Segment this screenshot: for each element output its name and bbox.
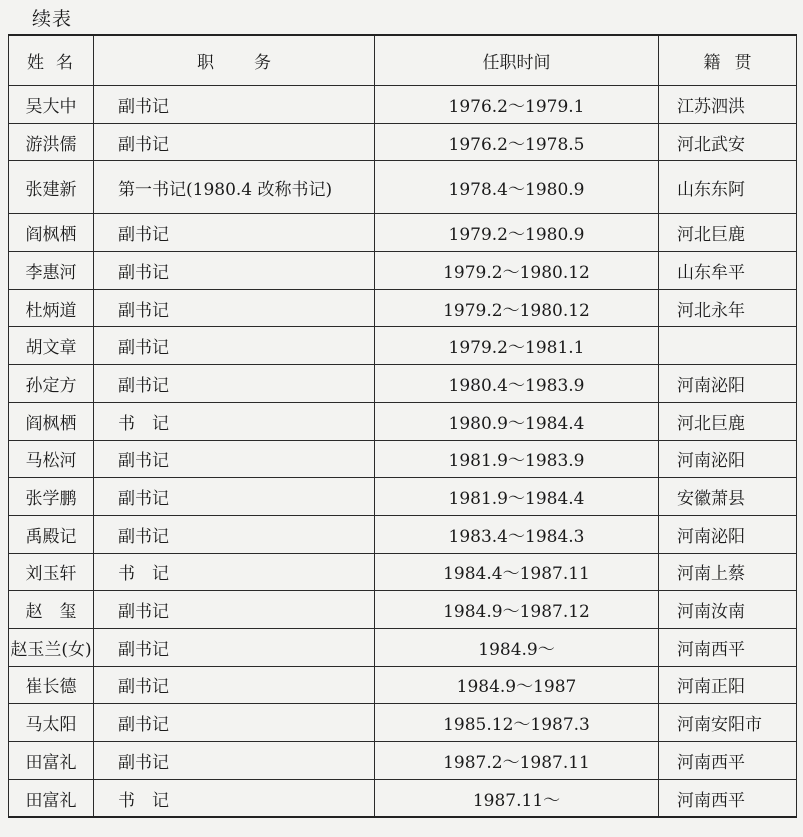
- cell-place: 河南泌阳: [659, 440, 797, 478]
- table-row: [9, 478, 797, 516]
- header-row: [9, 35, 797, 86]
- cell-name: 赵 玺: [9, 591, 94, 629]
- header-time: 任职时间: [375, 35, 659, 86]
- cell-post: 副书记: [94, 440, 375, 478]
- cell-name: 张学鹏: [9, 478, 94, 516]
- table-row: [9, 289, 797, 327]
- cell-name: 田富礼: [9, 742, 94, 780]
- cell-time: 1979.2～1981.1: [375, 327, 659, 365]
- cell-place: 山东东阿: [659, 161, 797, 214]
- cell-place: 河南西平: [659, 742, 797, 780]
- cell-post: 副书记: [94, 289, 375, 327]
- cell-place: 河北永年: [659, 289, 797, 327]
- cell-post: 副书记: [94, 742, 375, 780]
- cell-name: 游洪儒: [9, 123, 94, 161]
- cell-place: 河南安阳市: [659, 704, 797, 742]
- cell-name: 李惠河: [9, 252, 94, 290]
- cell-time: 1983.4～1984.3: [375, 515, 659, 553]
- cell-place: 安徽萧县: [659, 478, 797, 516]
- table-row: [9, 86, 797, 124]
- cell-name: 刘玉轩: [9, 553, 94, 591]
- cell-time: 1984.9～: [375, 628, 659, 666]
- cell-time: 1984.9～1987.12: [375, 591, 659, 629]
- cell-name: 崔长德: [9, 666, 94, 704]
- cell-time: 1976.2～1979.1: [375, 86, 659, 124]
- cell-post: 副书记: [94, 704, 375, 742]
- table-row: [9, 365, 797, 403]
- cell-post: 副书记: [94, 123, 375, 161]
- cell-time: 1979.2～1980.12: [375, 252, 659, 290]
- cell-place: 河南正阳: [659, 666, 797, 704]
- table-row: [9, 704, 797, 742]
- cell-time: 1980.4～1983.9: [375, 365, 659, 403]
- cell-time: 1981.9～1983.9: [375, 440, 659, 478]
- cell-post: 书 记: [94, 553, 375, 591]
- cell-time: 1979.2～1980.12: [375, 289, 659, 327]
- cell-place: 河南西平: [659, 779, 797, 817]
- cell-place: 河南汝南: [659, 591, 797, 629]
- table-row: [9, 327, 797, 365]
- cell-name: 胡文章: [9, 327, 94, 365]
- cell-time: 1987.2～1987.11: [375, 742, 659, 780]
- cell-post: 副书记: [94, 365, 375, 403]
- cell-time: 1976.2～1978.5: [375, 123, 659, 161]
- cell-name: 张建新: [9, 161, 94, 214]
- cell-place: 河北巨鹿: [659, 402, 797, 440]
- cell-post: 副书记: [94, 591, 375, 629]
- cell-place: 河北武安: [659, 123, 797, 161]
- cell-place: 河南泌阳: [659, 365, 797, 403]
- cell-name: 阎枫栖: [9, 214, 94, 252]
- cell-post: 副书记: [94, 628, 375, 666]
- cell-place: 山东牟平: [659, 252, 797, 290]
- cell-post: 副书记: [94, 515, 375, 553]
- cell-name: 杜炳道: [9, 289, 94, 327]
- cell-place: 河南泌阳: [659, 515, 797, 553]
- cell-time: 1980.9～1984.4: [375, 402, 659, 440]
- cell-place: [659, 327, 797, 365]
- officials-table: [8, 34, 797, 818]
- table-row: [9, 666, 797, 704]
- cell-time: 1985.12～1987.3: [375, 704, 659, 742]
- table-row: [9, 591, 797, 629]
- table-caption: 续表: [32, 8, 73, 30]
- cell-post: 副书记: [94, 327, 375, 365]
- table-row: [9, 779, 797, 817]
- cell-place: 江苏泗洪: [659, 86, 797, 124]
- table-row: [9, 402, 797, 440]
- cell-time: 1987.11～: [375, 779, 659, 817]
- cell-name: 田富礼: [9, 779, 94, 817]
- cell-time: 1984.4～1987.11: [375, 553, 659, 591]
- table-row: [9, 515, 797, 553]
- header-post: 职务: [94, 35, 375, 86]
- table-row: [9, 214, 797, 252]
- cell-post: 副书记: [94, 252, 375, 290]
- cell-name: 赵玉兰(女): [9, 628, 94, 666]
- cell-post: 书 记: [94, 779, 375, 817]
- cell-name: 禹殿记: [9, 515, 94, 553]
- cell-place: 河北巨鹿: [659, 214, 797, 252]
- cell-place: 河南西平: [659, 628, 797, 666]
- table-row: [9, 553, 797, 591]
- cell-name: 孙定方: [9, 365, 94, 403]
- cell-post: 第一书记(1980.4 改称书记): [94, 161, 375, 214]
- cell-post: 副书记: [94, 86, 375, 124]
- header-place: 籍贯: [659, 35, 797, 86]
- table-row: [9, 440, 797, 478]
- table-row: [9, 161, 797, 214]
- table-row: [9, 742, 797, 780]
- cell-name: 吴大中: [9, 86, 94, 124]
- cell-time: 1984.9～1987: [375, 666, 659, 704]
- cell-post: 副书记: [94, 478, 375, 516]
- cell-name: 马太阳: [9, 704, 94, 742]
- cell-post: 书 记: [94, 402, 375, 440]
- cell-time: 1978.4～1980.9: [375, 161, 659, 214]
- cell-place: 河南上蔡: [659, 553, 797, 591]
- cell-name: 马松河: [9, 440, 94, 478]
- cell-time: 1981.9～1984.4: [375, 478, 659, 516]
- cell-time: 1979.2～1980.9: [375, 214, 659, 252]
- cell-post: 副书记: [94, 214, 375, 252]
- table-row: [9, 123, 797, 161]
- header-name: 姓名: [9, 35, 94, 86]
- cell-name: 阎枫栖: [9, 402, 94, 440]
- cell-post: 副书记: [94, 666, 375, 704]
- table-row: [9, 628, 797, 666]
- table-row: [9, 252, 797, 290]
